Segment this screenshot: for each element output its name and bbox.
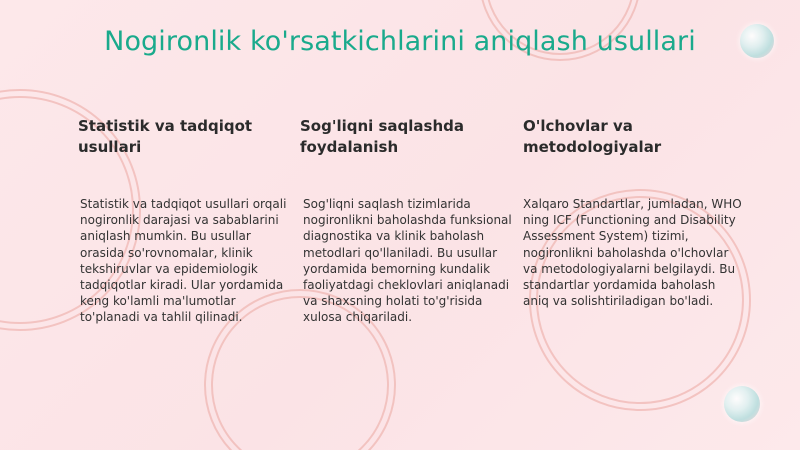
bubble-decoration-bottom: [724, 386, 760, 422]
column-healthcare: [300, 116, 520, 326]
column-body: Statistik va tadqiqot usullari orqali nogironlik darajasi va sabablarini aniqlash mumkin. Bu usullar orasida so'rovnomalar, klinik tekshiruvlar va epidemiologik tadqiqotlar kiradi. Ular yordamida keng ko'lamli ma'lumotlar to'planadi va tahlil qilinadi.: [80, 197, 287, 325]
slide-title: Nogironlik ko'rsatkichlarini aniqlash usullari: [104, 26, 696, 57]
column-statistics: [78, 116, 298, 326]
column-body: Sog'liqni saqlash tizimlarida nogironlikni baholashda funksional diagnostika va klinik baholash metodlari qo'llaniladi. Bu usullar yordamida bemorning kundalik faoliyatdagi cheklovlari aniqlanadi va shaxsning holati to'g'risida xulosa chiqariladi.: [303, 197, 512, 325]
column-methodologies: [523, 116, 743, 309]
column-heading: Sog'liqni saqlashda foydalanish: [300, 117, 465, 156]
column-heading: O'lchovlar va metodologiyalar: [523, 117, 662, 156]
column-body: Xalqaro Standartlar, jumladan, WHO ning ICF (Functioning and Disability Assessment System) tizimi, nogironlikni baholashda o'lchovlar va metodologiyalarni belgilaydi. Bu standartlar yordamida baholash aniq va solishtiriladigan bo'ladi.: [523, 197, 742, 309]
column-heading: Statistik va tadqiqot usullari: [78, 117, 253, 156]
